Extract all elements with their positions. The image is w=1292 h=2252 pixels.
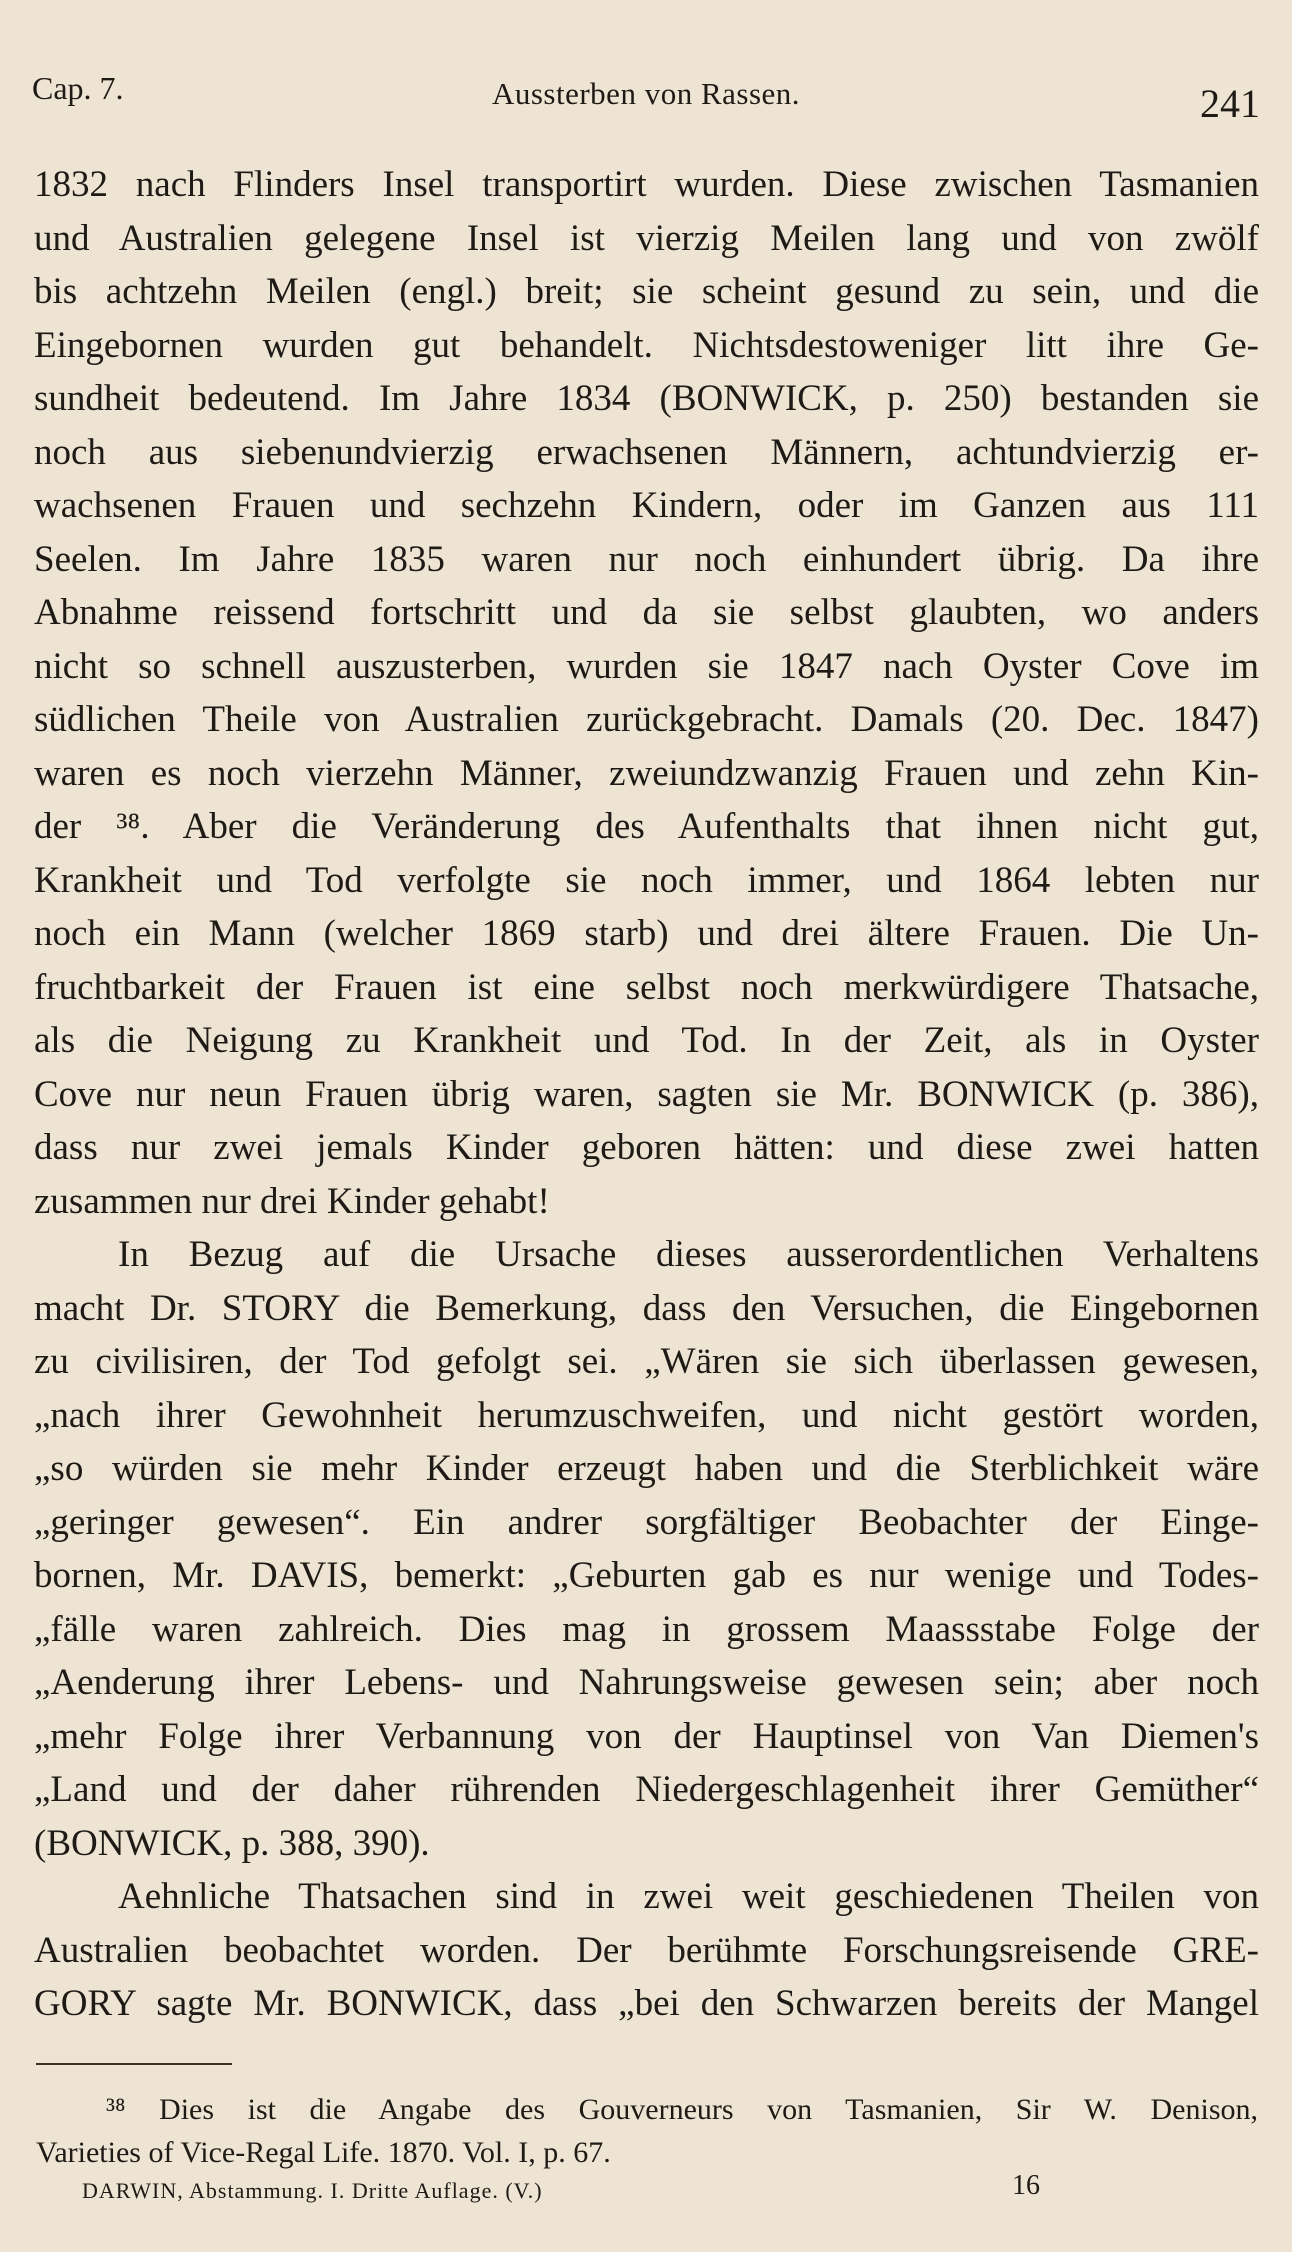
text-line: Eingebornen wurden gut behandelt. Nichtsdestoweniger litt ihre Ge- [34,324,1259,366]
text-line: Australien beobachtet worden. Der berühmte Forschungsreisende GRE- [34,1929,1259,1971]
text-line: Seelen. Im Jahre 1835 waren nur noch einhundert übrig. Da ihre [34,538,1259,580]
text-line: „Aenderung ihrer Lebens- und Nahrungsweise gewesen sein; aber noch [34,1662,1259,1703]
text-line: „nach ihrer Gewohnheit herumzuschweifen, und nicht gestört worden, [34,1394,1259,1436]
text-line: „geringer gewesen“. Ein andrer sorgfältiger Beobachter der Einge- [34,1501,1259,1543]
text-line: fruchtbarkeit der Frauen ist eine selbst noch merkwürdigere Thatsache, [34,966,1259,1008]
text-line: südlichen Theile von Australien zurückgebracht. Damals (20. Dec. 1847) [34,699,1259,740]
running-title: Aussterben von Rassen. [491,76,801,111]
signature-number: 16 [1012,2170,1040,2201]
text-line: GORY sagte Mr. BONWICK, dass „bei den Schwarzen bereits der Mangel [34,1983,1259,2024]
text-line: als die Neigung zu Krankheit und Tod. In der Zeit, als in Oyster [34,1020,1259,1061]
text-line: wachsenen Frauen und sechzehn Kindern, oder im Ganzen aus 111 [34,485,1259,526]
running-header [32,62,1260,126]
text-line: zu civilisiren, der Tod gefolgt sei. „Wären sie sich überlassen gewesen, [34,1341,1259,1382]
text-line: „fälle waren zahlreich. Dies mag in grossem Maassstabe Folge der [34,1608,1259,1650]
chapter-label: Cap. 7. [32,70,124,106]
page-number: 241 [1200,81,1260,126]
text-line: macht Dr. STORY die Bemerkung, dass den Versuchen, die Eingebornen [34,1287,1259,1329]
footnote-rule [36,2063,232,2065]
printer-signature: DARWIN, Abstammung. I. Dritte Auflage. (V.) [82,2178,543,2203]
text-line: der ³⁸. Aber die Veränderung des Aufenthalts that ihnen nicht gut, [34,806,1259,847]
text-line: noch ein Mann (welcher 1869 starb) und drei ältere Frauen. Die Un- [34,913,1259,954]
text-line: nicht so schnell auszusterben, wurden sie 1847 nach Oyster Cove im [34,645,1259,687]
text-line: Abnahme reissend fortschritt und da sie selbst glaubten, wo anders [34,592,1259,633]
footnote-line: Varieties of Vice-Regal Life. 1870. Vol. I, p. 67. [36,2136,611,2169]
text-line: Aehnliche Thatsachen sind in zwei weit geschiedenen Theilen von [118,1876,1259,1917]
text-line: sundheit bedeutend. Im Jahre 1834 (BONWICK, p. 250) bestanden sie [34,378,1259,419]
text-line: „mehr Folge ihrer Verbannung von der Hauptinsel von Van Diemen's [34,1715,1259,1757]
text-line: waren es noch vierzehn Männer, zweiundzwanzig Frauen und zehn Kin- [34,752,1259,794]
text-line: In Bezug auf die Ursache dieses ausserordentlichen Verhaltens [118,1234,1259,1275]
text-line: 1832 nach Flinders Insel transportirt wurden. Diese zwischen Tasmanien [34,164,1259,205]
text-line: Cove nur neun Frauen übrig waren, sagten sie Mr. BONWICK (p. 386), [34,1073,1259,1115]
text-line: (BONWICK, p. 388, 390). [34,1822,430,1864]
text-line: zusammen nur drei Kinder gehabt! [34,1180,550,1222]
text-line: bis achtzehn Meilen (engl.) breit; sie scheint gesund zu sein, und die [34,271,1259,312]
text-line: bornen, Mr. DAVIS, bemerkt: „Geburten gab es nur wenige und Todes- [34,1555,1259,1596]
body-text [34,158,1259,2031]
text-line: noch aus siebenundvierzig erwachsenen Männern, achtundvierzig er- [34,431,1259,473]
text-line: „so würden sie mehr Kinder erzeugt haben und die Sterblichkeit wäre [34,1448,1259,1489]
text-line: Krankheit und Tod verfolgte sie noch immer, und 1864 lebten nur [34,859,1259,901]
text-line: und Australien gelegene Insel ist vierzig Meilen lang und von zwölf [34,217,1259,259]
footnote-line: ³⁸ Dies ist die Angabe des Gouverneurs von Tasmanien, Sir W. Denison, [106,2093,1258,2126]
footnote [36,2088,1258,2174]
text-line: dass nur zwei jemals Kinder geboren hätten: und diese zwei hatten [34,1127,1259,1168]
text-line: „Land und der daher rührenden Niedergeschlagenheit ihrer Gemüther“ [34,1769,1259,1810]
